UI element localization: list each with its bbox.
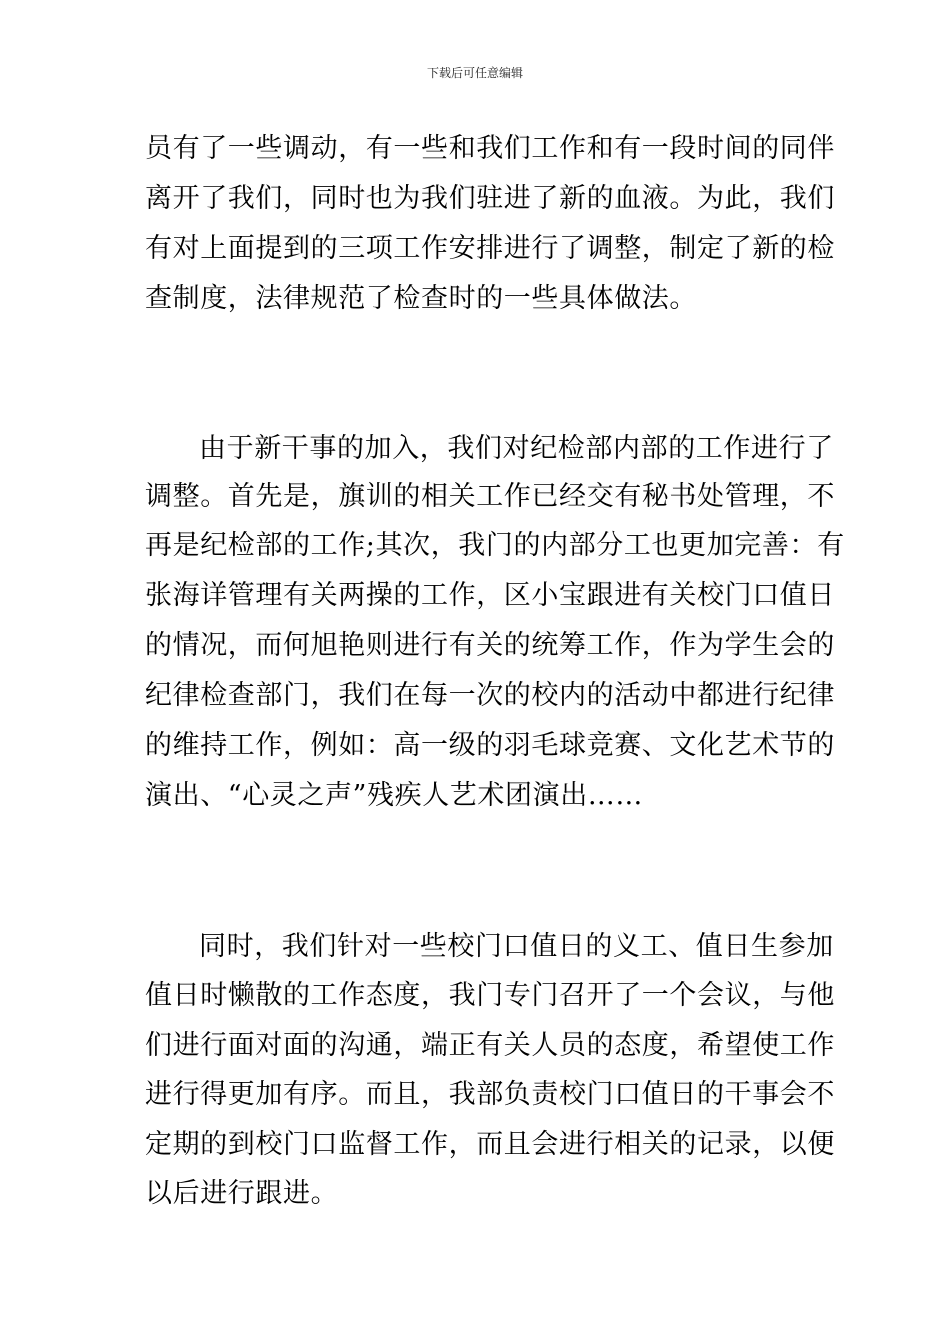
- paragraph-line: 离开了我们，同时也为我们驻进了新的血液。为此，我们: [145, 183, 835, 214]
- paragraph-line: 由于新干事的加入，我们对纪检部内部的工作进行了: [199, 433, 834, 464]
- paragraph-line: 值日时懒散的工作态度，我门专门召开了一个会议，与他: [145, 980, 835, 1011]
- paragraph-line: 张海详管理有关两操的工作，区小宝跟进有关校门口值日: [145, 580, 835, 611]
- paragraph-line: 的维持工作，例如：高一级的羽毛球竞赛、文化艺术节的: [145, 730, 835, 761]
- paragraph-line: 调整。首先是，旗训的相关工作已经交有秘书处管理，不: [145, 481, 835, 512]
- paragraph-line: 再是纪检部的工作;其次，我门的内部分工也更加完善：有: [145, 530, 845, 561]
- paragraph-line: 同时，我们针对一些校门口值日的义工、值日生参加: [199, 931, 834, 962]
- paragraph-line: 以后进行跟进。: [145, 1178, 339, 1209]
- paragraph-line: 的情况，而何旭艳则进行有关的统筹工作，作为学生会的: [145, 630, 835, 661]
- paragraph-line: 有对上面提到的三项工作安排进行了调整，制定了新的检: [145, 233, 835, 264]
- paragraph-line: 演出、“心灵之声”残疾人艺术团演出……: [145, 780, 644, 811]
- paragraph-line: 定期的到校门口监督工作，而且会进行相关的记录，以便: [145, 1129, 835, 1160]
- page-header: 下载后可任意编辑: [426, 66, 523, 80]
- paragraph-line: 纪律检查部门，我们在每一次的校内的活动中都进行纪律: [145, 680, 835, 711]
- paragraph-line: 员有了一些调动，有一些和我们工作和有一段时间的同伴: [145, 133, 835, 164]
- paragraph-line: 查制度，法律规范了检查时的一些具体做法。: [145, 283, 697, 314]
- paragraph-line: 们进行面对面的沟通，端正有关人员的态度，希望使工作: [145, 1030, 835, 1061]
- paragraph-line: 进行得更加有序。而且，我部负责校门口值日的干事会不: [145, 1079, 835, 1110]
